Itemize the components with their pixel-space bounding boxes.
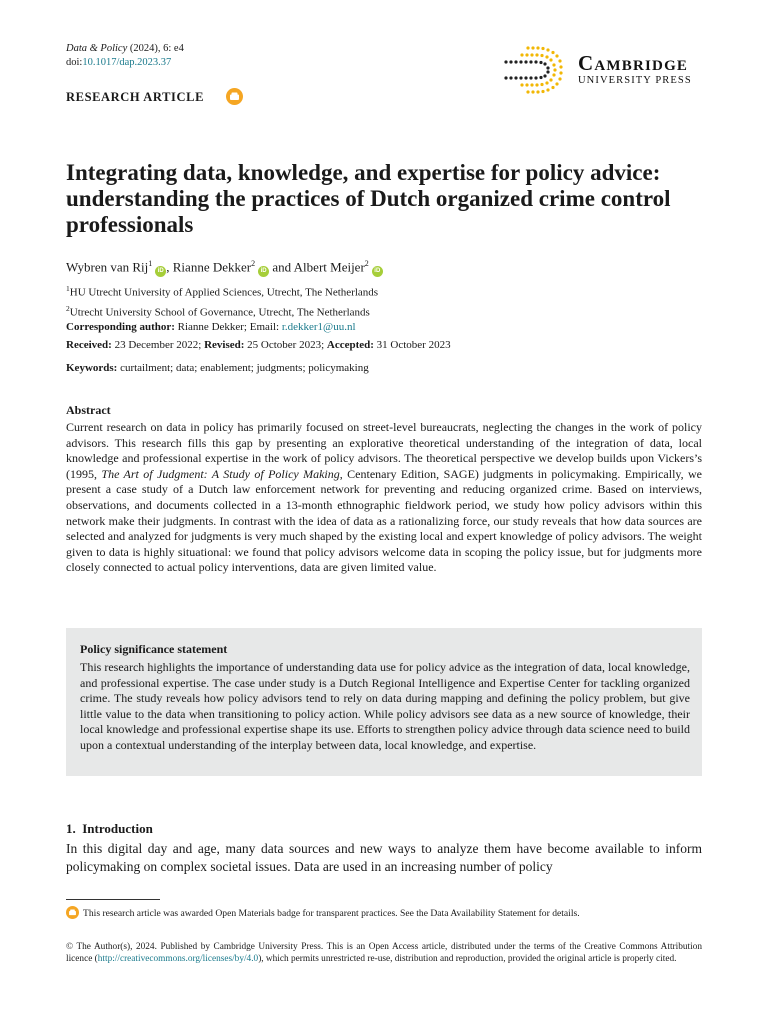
revised-date: 25 October 2023;	[244, 339, 327, 351]
introduction-text: In this digital day and age, many data sources and new ways to analyze them have become available to inform policymaking on complex societal issues. Data are used in an increasing number of policy	[66, 841, 702, 874]
copyright-notice	[66, 941, 702, 965]
copyright-text-part2: ), which permits unrestricted re-use, distribution and reproduction, provided the original article is properly cited.	[258, 954, 677, 964]
abstract-text-part2: , Centenary Edition, SAGE) judgments in policymaking. Empirically, we present a case study of a Dutch law enforcement network for preventing and reducing organized crime. Based on interviews, observations, and documents collected in a 13-month ethnographic fieldwork period, we study how policy advisors within this network make their judgments. In contrast with the idea of data as a rationalizing force, our study reveals that how data sources are selected and analyzed for judgments is very much shaped by the existing local and expert knowledge of policy advisors. The weight given to data is highly situational: we found that policy advisors welcome data in scoping the policy issue, but for judgments more closely connected to actual policy interventions, data are given limited value.	[66, 466, 702, 575]
policy-significance-heading: Policy significance statement	[80, 642, 228, 656]
license-link[interactable]: http://creativecommons.org/licenses/by/4.0	[97, 954, 259, 964]
abstract-body	[66, 420, 702, 576]
open-materials-badge-icon	[66, 906, 79, 923]
affiliations	[66, 281, 378, 335]
keywords	[66, 361, 369, 375]
copyright-text-part1: © The Author(s), 2024. Published by Cambridge University Press. This is an Open Access article, distributed under the terms of the Creative Commons Attribution licence (	[66, 942, 702, 964]
footnote-divider	[66, 899, 160, 900]
abstract-text-part1: Current research on data in policy has primarily focused on street-level bureaucrats, neglecting the changes in the work of policy advisors. This research fills this gap by presenting an explorative theoretical understanding of the integration of data, local knowledge and professional expertise in the work of policy advisors. The theoretical perspective we develop builds upon Vickers’s (1995,	[66, 420, 702, 481]
author-name[interactable]: Wybren van Rij	[66, 259, 149, 275]
orcid-icon[interactable]: iD	[372, 266, 383, 277]
author-affiliation-sup: 1	[148, 259, 153, 268]
article-type: RESEARCH ARTICLE	[66, 90, 205, 104]
policy-significance-box	[66, 628, 702, 776]
keywords-text: curtailment; data; enablement; judgments; policymaking	[117, 362, 369, 374]
revised-label: Revised:	[204, 339, 245, 351]
author-affiliation-sup: 2	[251, 259, 256, 268]
author-affiliation-sup: 2	[364, 259, 369, 268]
author-separator: and	[269, 259, 294, 275]
doi-prefix: doi:	[66, 57, 83, 68]
cambridge-logo-mark-icon	[500, 44, 570, 96]
affiliation	[66, 301, 378, 321]
received-date: 23 December 2022;	[111, 339, 205, 351]
logo-subtitle: UNIVERSITY PRESS	[578, 75, 692, 86]
orcid-icon[interactable]: iD	[155, 266, 166, 277]
journal-citation	[66, 42, 184, 70]
author-list	[66, 256, 383, 277]
accepted-label: Accepted:	[326, 339, 374, 351]
affiliation-sup: 2	[66, 303, 70, 313]
policy-significance-text: This research highlights the importance of understanding data use for policy advice as the integration of data, local knowledge, and professional expertise. The case under study is a Dutch Regional Intelligence and Expertise Center for tackling organized crime. The study reveals how policy advisors tend to rely on data during mapping and defining the policy problem, but give little value to the data when transitioning to policy action. While policy advisors see data as a new source of knowledge, their local knowledge and professional expertise shape its use. Efforts to strengthen policy advice through data science need to build upon a contextual understanding of the interplay between data, local knowledge, and expertise.	[80, 660, 690, 752]
section-heading-introduction: 1. Introduction	[66, 821, 153, 836]
corresponding-text: Rianne Dekker; Email:	[174, 321, 282, 334]
footnote-text: This research article was awarded Open Materials badge for transparent practices. See the Data Availability Statement for details.	[83, 908, 580, 919]
cited-book-title: The Art of Judgment: A Study of Policy Making	[101, 466, 340, 481]
orcid-icon[interactable]: iD	[258, 266, 269, 277]
author-name[interactable]: Rianne Dekker	[172, 259, 252, 275]
footnote	[66, 906, 706, 923]
article-dates	[66, 338, 451, 352]
keywords-label: Keywords:	[66, 362, 118, 374]
corresponding-label: Corresponding author:	[66, 321, 175, 334]
logo-name: Cambridge	[578, 51, 689, 75]
journal-name: Data & Policy	[66, 43, 128, 54]
affiliation-text: HU Utrecht University of Applied Sciences, Utrecht, The Netherlands	[69, 286, 379, 299]
cambridge-logo[interactable]	[500, 44, 710, 96]
abstract-heading: Abstract	[66, 403, 111, 417]
author-separator: ,	[166, 259, 173, 275]
affiliation-sup: 1	[66, 284, 70, 293]
affiliation	[66, 281, 378, 301]
article-title: Integrating data, knowledge, and expertise for policy advice: understanding the practices of Dutch organized crime control professionals	[66, 160, 671, 237]
author-name[interactable]: Albert Meijer	[293, 259, 365, 275]
corresponding-author	[66, 320, 378, 335]
doi-link[interactable]: 10.1017/dap.2023.37	[82, 57, 172, 68]
accepted-date: 31 October 2023	[373, 339, 451, 351]
open-materials-badge-icon	[226, 88, 243, 110]
received-label: Received:	[66, 339, 112, 351]
journal-meta: (2024), 6: e4	[127, 43, 184, 54]
affiliation-text: Utrecht University School of Governance, Utrecht, The Netherlands	[69, 306, 370, 319]
email-link[interactable]: r.dekker1@uu.nl	[281, 321, 356, 334]
